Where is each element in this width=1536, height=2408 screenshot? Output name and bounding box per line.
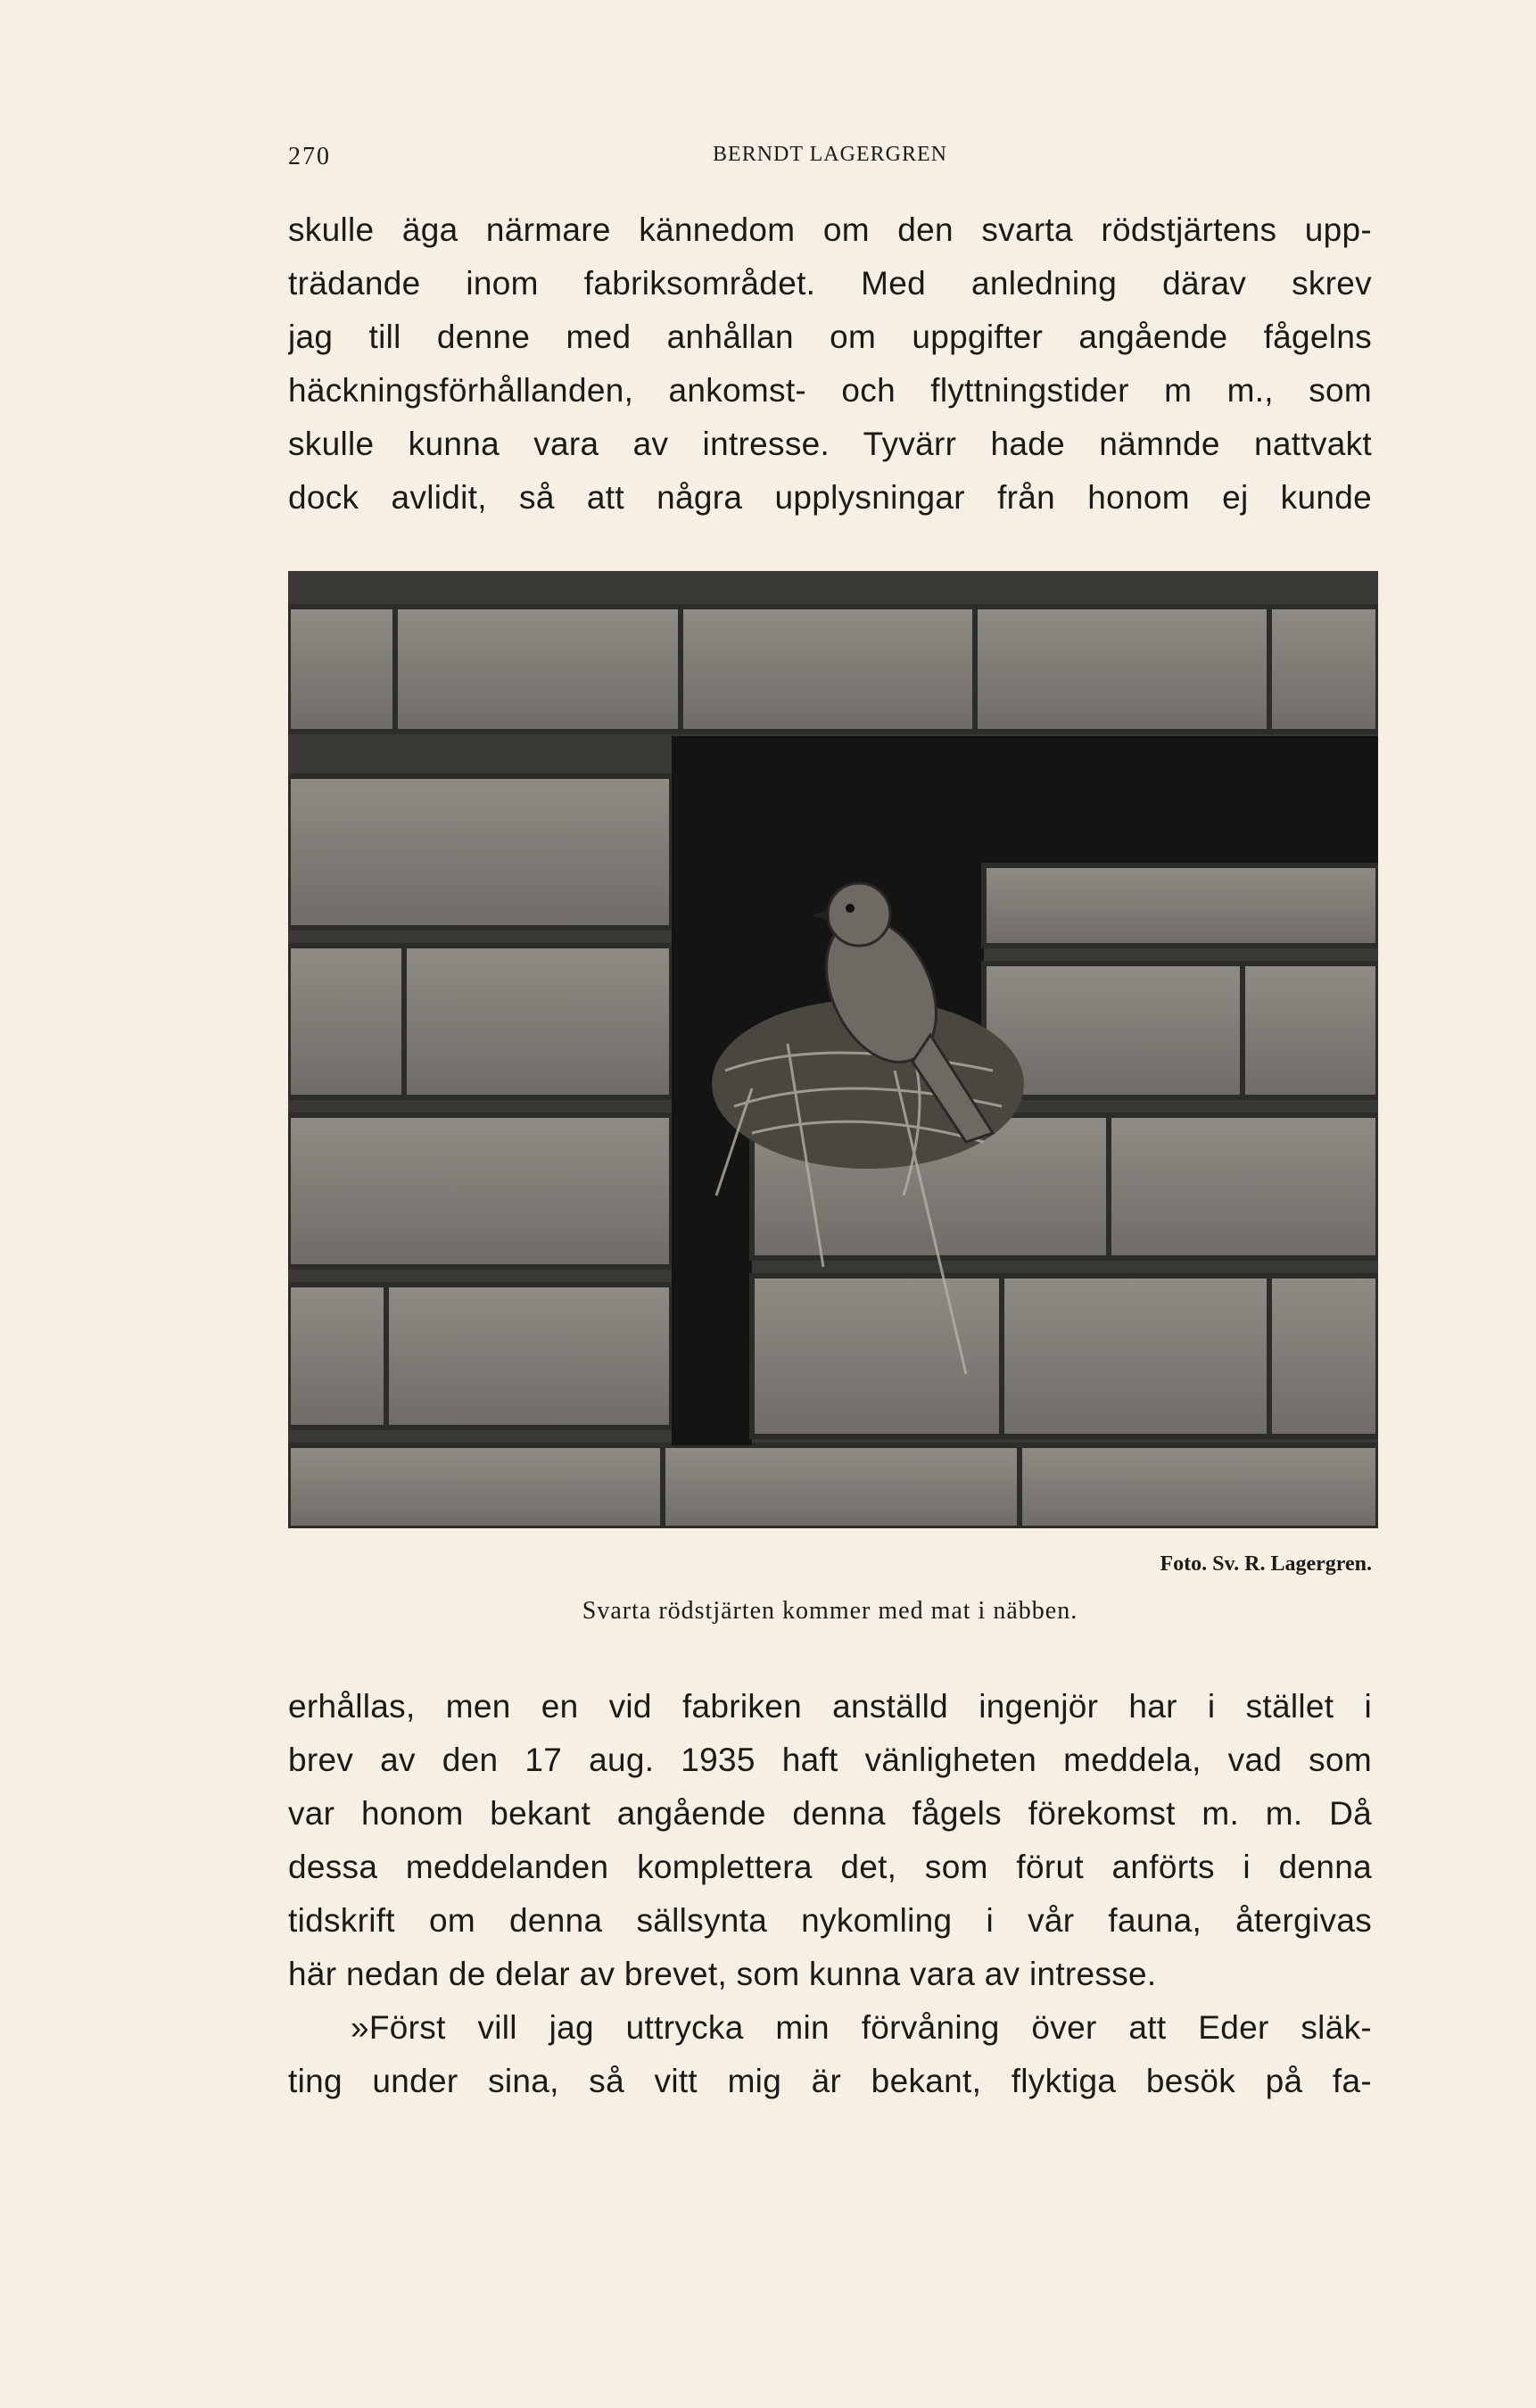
text-line: dock avlidit, så att några upplysningar från honom ej kunde xyxy=(288,479,1372,516)
text-line: erhållas, men en vid fabriken anställd ingenjör har i stället i xyxy=(288,1688,1372,1725)
figure-caption: Svarta rödstjärten kommer med mat i näbben. xyxy=(582,1597,1078,1625)
paragraph-1 xyxy=(288,203,1372,525)
text-line: ting under sina, så vitt mig är bekant, flyktiga besök på fa- xyxy=(288,2063,1372,2099)
paragraph-3 xyxy=(288,2001,1372,2108)
text-line: skulle kunna vara av intresse. Tyvärr hade nämnde nattvakt xyxy=(288,426,1372,462)
text-line: dessa meddelanden komplettera det, som förut anförts i denna xyxy=(288,1849,1372,1885)
photo-bird-nest-in-brick-wall xyxy=(288,571,1378,1528)
text-line: trädande inom fabriksområdet. Med anledning därav skrev xyxy=(288,265,1372,302)
text-line: tidskrift om denna sällsynta nykomling i vår fauna, återgivas xyxy=(288,1902,1372,1939)
page-number: 270 xyxy=(288,143,331,170)
paragraph-2 xyxy=(288,1680,1372,2001)
text-line: skulle äga närmare kännedom om den svarta rödstjärtens upp- xyxy=(288,211,1372,248)
photo-illustration xyxy=(288,571,1378,1528)
page-header xyxy=(288,143,1372,178)
text-line: brev av den 17 aug. 1935 haft vänligheten meddela, vad som xyxy=(288,1742,1372,1778)
text-line: var honom bekant angående denna fågels förekomst m. m. Då xyxy=(288,1795,1372,1832)
photo-credit: Foto. Sv. R. Lagergren. xyxy=(1160,1552,1372,1576)
text-line: »Först vill jag uttrycka min förvåning över att Eder släk- xyxy=(351,2009,1372,2046)
text-line: här nedan de delar av brevet, som kunna vara av intresse. xyxy=(288,1956,1157,1992)
text-line: jag till denne med anhållan om uppgifter angående fågelns xyxy=(288,319,1372,355)
text-line: häckningsförhållanden, ankomst- och flyttningstider m m., som xyxy=(288,372,1372,409)
running-head: BERNDT LAGERGREN xyxy=(713,143,947,166)
